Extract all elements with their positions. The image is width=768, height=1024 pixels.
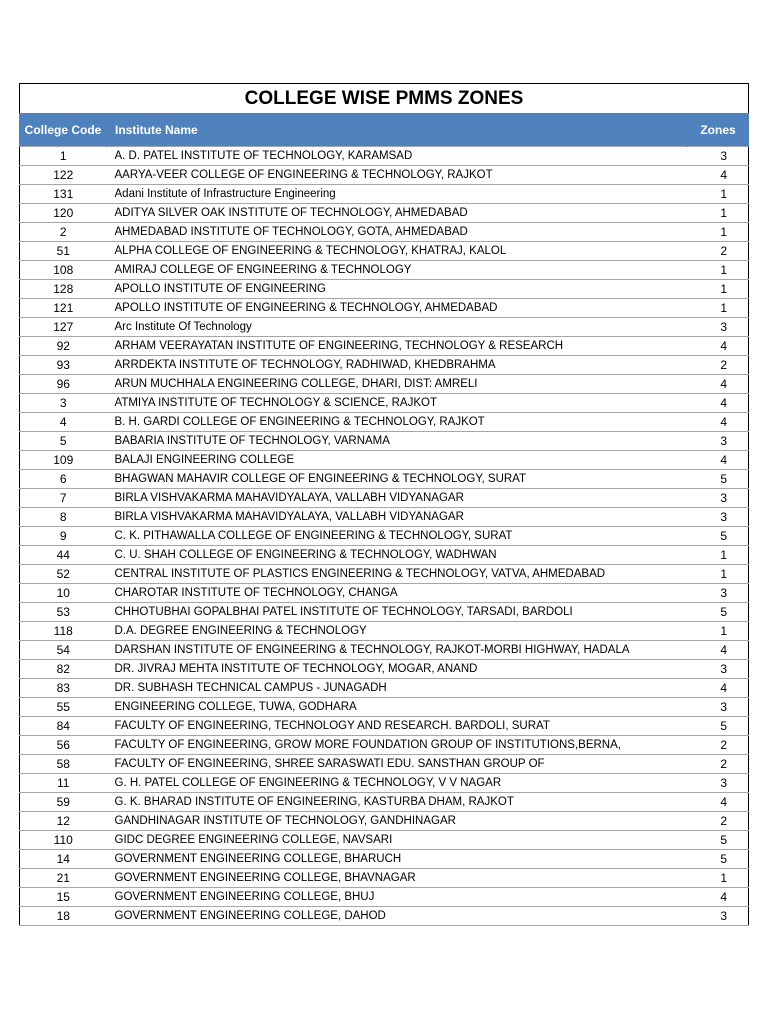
zone-cell: 4 (688, 337, 749, 356)
zone-cell: 2 (688, 356, 749, 375)
college-code-cell: 53 (20, 603, 107, 622)
institute-name-cell: BIRLA VISHVAKARMA MAHAVIDYALAYA, VALLABH VIDYANAGAR (107, 508, 688, 527)
institute-name-cell: BIRLA VISHVAKARMA MAHAVIDYALAYA, VALLABH VIDYANAGAR (107, 489, 688, 508)
college-code-cell: 8 (20, 508, 107, 527)
table-row[interactable] (20, 318, 749, 337)
zone-cell: 3 (688, 698, 749, 717)
institute-name-cell: GANDHINAGAR INSTITUTE OF TECHNOLOGY, GANDHINAGAR (107, 812, 688, 831)
institute-name-cell: B. H. GARDI COLLEGE OF ENGINEERING & TECHNOLOGY, RAJKOT (107, 413, 688, 432)
zone-cell: 5 (688, 603, 749, 622)
institute-name-cell: AHMEDABAD INSTITUTE OF TECHNOLOGY, GOTA, AHMEDABAD (107, 223, 688, 242)
table-row[interactable] (20, 337, 749, 356)
zone-cell: 4 (688, 641, 749, 660)
table-row[interactable] (20, 565, 749, 584)
institute-name-cell: DR. SUBHASH TECHNICAL CAMPUS - JUNAGADH (107, 679, 688, 698)
college-code-cell: 84 (20, 717, 107, 736)
college-code-cell: 128 (20, 280, 107, 299)
college-code-cell: 82 (20, 660, 107, 679)
table-row[interactable] (20, 584, 749, 603)
college-code-cell: 4 (20, 413, 107, 432)
zone-cell: 1 (688, 261, 749, 280)
college-code-cell: 118 (20, 622, 107, 641)
institute-name-cell: ARHAM VEERAYATAN INSTITUTE OF ENGINEERING, TECHNOLOGY & RESEARCH (107, 337, 688, 356)
institute-name-cell: CENTRAL INSTITUTE OF PLASTICS ENGINEERING & TECHNOLOGY, VATVA, AHMEDABAD (107, 565, 688, 584)
zone-cell: 5 (688, 470, 749, 489)
column-header-college-code[interactable]: College Code (20, 113, 107, 147)
zone-cell: 1 (688, 204, 749, 223)
table-header-row (20, 113, 749, 147)
institute-name-cell: GOVERNMENT ENGINEERING COLLEGE, BHARUCH (107, 850, 688, 869)
college-code-cell: 44 (20, 546, 107, 565)
table-row[interactable] (20, 470, 749, 489)
zone-cell: 4 (688, 679, 749, 698)
institute-name-cell: ALPHA COLLEGE OF ENGINEERING & TECHNOLOGY, KHATRAJ, KALOL (107, 242, 688, 261)
college-code-cell: 18 (20, 907, 107, 926)
institute-name-cell: ADITYA SILVER OAK INSTITUTE OF TECHNOLOGY, AHMEDABAD (107, 204, 688, 223)
college-code-cell: 14 (20, 850, 107, 869)
zone-cell: 2 (688, 736, 749, 755)
college-code-cell: 92 (20, 337, 107, 356)
institute-name-cell: ARRDEKTA INSTITUTE OF TECHNOLOGY, RADHIWAD, KHEDBRAHMA (107, 356, 688, 375)
institute-name-cell: BHAGWAN MAHAVIR COLLEGE OF ENGINEERING & TECHNOLOGY, SURAT (107, 470, 688, 489)
table-row[interactable] (20, 242, 749, 261)
institute-name-cell: A. D. PATEL INSTITUTE OF TECHNOLOGY, KARAMSAD (107, 147, 688, 166)
table-row[interactable] (20, 774, 749, 793)
zone-cell: 5 (688, 717, 749, 736)
zone-cell: 4 (688, 793, 749, 812)
zone-cell: 1 (688, 622, 749, 641)
college-code-cell: 108 (20, 261, 107, 280)
institute-name-cell: DARSHAN INSTITUTE OF ENGINEERING & TECHNOLOGY, RAJKOT-MORBI HIGHWAY, HADALA (107, 641, 688, 660)
college-code-cell: 121 (20, 299, 107, 318)
table-row[interactable] (20, 147, 749, 166)
zone-cell: 1 (688, 299, 749, 318)
institute-name-cell: C. K. PITHAWALLA COLLEGE OF ENGINEERING & TECHNOLOGY, SURAT (107, 527, 688, 546)
college-code-cell: 109 (20, 451, 107, 470)
table-row[interactable] (20, 375, 749, 394)
college-code-cell: 51 (20, 242, 107, 261)
zone-cell: 3 (688, 147, 749, 166)
institute-name-cell: FACULTY OF ENGINEERING, TECHNOLOGY AND RESEARCH. BARDOLI, SURAT (107, 717, 688, 736)
institute-name-cell: APOLLO INSTITUTE OF ENGINEERING & TECHNOLOGY, AHMEDABAD (107, 299, 688, 318)
table-row[interactable] (20, 204, 749, 223)
college-code-cell: 110 (20, 831, 107, 850)
zone-cell: 2 (688, 755, 749, 774)
college-code-cell: 5 (20, 432, 107, 451)
table-row[interactable] (20, 508, 749, 527)
institute-name-cell: CHHOTUBHAI GOPALBHAI PATEL INSTITUTE OF TECHNOLOGY, TARSADI, BARDOLI (107, 603, 688, 622)
institute-name-cell: CHAROTAR INSTITUTE OF TECHNOLOGY, CHANGA (107, 584, 688, 603)
college-code-cell: 59 (20, 793, 107, 812)
institute-name-cell: ARUN MUCHHALA ENGINEERING COLLEGE, DHARI, DIST: AMRELI (107, 375, 688, 394)
college-code-cell: 21 (20, 869, 107, 888)
table-row[interactable] (20, 356, 749, 375)
institute-name-cell: FACULTY OF ENGINEERING, GROW MORE FOUNDATION GROUP OF INSTITUTIONS,BERNA, (107, 736, 688, 755)
institute-name-cell: GOVERNMENT ENGINEERING COLLEGE, BHAVNAGAR (107, 869, 688, 888)
zone-cell: 2 (688, 812, 749, 831)
college-code-cell: 56 (20, 736, 107, 755)
institute-name-cell: D.A. DEGREE ENGINEERING & TECHNOLOGY (107, 622, 688, 641)
table-row[interactable] (20, 603, 749, 622)
table-row[interactable] (20, 223, 749, 242)
institute-name-cell: APOLLO INSTITUTE OF ENGINEERING (107, 280, 688, 299)
table-row[interactable] (20, 185, 749, 204)
table-body (20, 147, 749, 926)
zone-cell: 3 (688, 318, 749, 337)
table-row[interactable] (20, 299, 749, 318)
zone-cell: 4 (688, 375, 749, 394)
table-row[interactable] (20, 451, 749, 470)
college-code-cell: 55 (20, 698, 107, 717)
college-code-cell: 127 (20, 318, 107, 337)
table-row[interactable] (20, 261, 749, 280)
zone-cell: 3 (688, 432, 749, 451)
college-code-cell: 15 (20, 888, 107, 907)
college-code-cell: 7 (20, 489, 107, 508)
college-code-cell: 2 (20, 223, 107, 242)
zone-cell: 4 (688, 888, 749, 907)
college-code-cell: 3 (20, 394, 107, 413)
table-row[interactable] (20, 280, 749, 299)
college-code-cell: 58 (20, 755, 107, 774)
zone-cell: 1 (688, 546, 749, 565)
table-row[interactable] (20, 166, 749, 185)
institute-name-cell: DR. JIVRAJ MEHTA INSTITUTE OF TECHNOLOGY, MOGAR, ANAND (107, 660, 688, 679)
college-code-cell: 1 (20, 147, 107, 166)
college-code-cell: 83 (20, 679, 107, 698)
zone-cell: 4 (688, 166, 749, 185)
page-title: COLLEGE WISE PMMS ZONES (19, 83, 749, 113)
institute-name-cell: Arc Institute Of Technology (107, 318, 688, 337)
zone-cell: 3 (688, 489, 749, 508)
table-row[interactable] (20, 527, 749, 546)
institute-name-cell: GOVERNMENT ENGINEERING COLLEGE, BHUJ (107, 888, 688, 907)
institute-name-cell: BABARIA INSTITUTE OF TECHNOLOGY, VARNAMA (107, 432, 688, 451)
table-row[interactable] (20, 622, 749, 641)
institute-name-cell: Adani Institute of Infrastructure Engineering (107, 185, 688, 204)
zone-cell: 4 (688, 394, 749, 413)
zone-cell: 1 (688, 869, 749, 888)
zone-cell: 1 (688, 223, 749, 242)
table-row[interactable] (20, 793, 749, 812)
college-code-cell: 12 (20, 812, 107, 831)
zone-cell: 4 (688, 413, 749, 432)
table-row[interactable] (20, 907, 749, 926)
college-code-cell: 10 (20, 584, 107, 603)
institute-name-cell: BALAJI ENGINEERING COLLEGE (107, 451, 688, 470)
institute-name-cell: FACULTY OF ENGINEERING, SHREE SARASWATI EDU. SANSTHAN GROUP OF (107, 755, 688, 774)
institute-name-cell: C. U. SHAH COLLEGE OF ENGINEERING & TECHNOLOGY, WADHWAN (107, 546, 688, 565)
college-code-cell: 6 (20, 470, 107, 489)
table-row[interactable] (20, 641, 749, 660)
zone-cell: 3 (688, 774, 749, 793)
zone-cell: 1 (688, 565, 749, 584)
table-row[interactable] (20, 888, 749, 907)
institute-name-cell: GOVERNMENT ENGINEERING COLLEGE, DAHOD (107, 907, 688, 926)
zone-cell: 1 (688, 280, 749, 299)
table-row[interactable] (20, 717, 749, 736)
zone-cell: 4 (688, 451, 749, 470)
college-code-cell: 52 (20, 565, 107, 584)
zone-cell: 3 (688, 508, 749, 527)
zone-cell: 1 (688, 185, 749, 204)
college-code-cell: 54 (20, 641, 107, 660)
zone-cell: 3 (688, 907, 749, 926)
college-code-cell: 122 (20, 166, 107, 185)
table-row[interactable] (20, 698, 749, 717)
college-code-cell: 96 (20, 375, 107, 394)
table-row[interactable] (20, 489, 749, 508)
column-header-zones[interactable]: Zones (688, 113, 749, 147)
column-header-institute-name[interactable]: Institute Name (107, 113, 688, 147)
zones-sheet (19, 83, 749, 926)
zone-cell: 3 (688, 660, 749, 679)
institute-name-cell: GIDC DEGREE ENGINEERING COLLEGE, NAVSARI (107, 831, 688, 850)
table-row[interactable] (20, 736, 749, 755)
zones-table (19, 113, 749, 926)
table-row[interactable] (20, 413, 749, 432)
institute-name-cell: AARYA-VEER COLLEGE OF ENGINEERING & TECHNOLOGY, RAJKOT (107, 166, 688, 185)
table-row[interactable] (20, 394, 749, 413)
table-row[interactable] (20, 850, 749, 869)
zone-cell: 2 (688, 242, 749, 261)
zone-cell: 3 (688, 584, 749, 603)
zone-cell: 5 (688, 527, 749, 546)
institute-name-cell: G. K. BHARAD INSTITUTE OF ENGINEERING, KASTURBA DHAM, RAJKOT (107, 793, 688, 812)
table-row[interactable] (20, 831, 749, 850)
institute-name-cell: ATMIYA INSTITUTE OF TECHNOLOGY & SCIENCE, RAJKOT (107, 394, 688, 413)
institute-name-cell: G. H. PATEL COLLEGE OF ENGINEERING & TECHNOLOGY, V V NAGAR (107, 774, 688, 793)
table-row[interactable] (20, 546, 749, 565)
table-row[interactable] (20, 812, 749, 831)
table-row[interactable] (20, 755, 749, 774)
college-code-cell: 9 (20, 527, 107, 546)
college-code-cell: 120 (20, 204, 107, 223)
institute-name-cell: ENGINEERING COLLEGE, TUWA, GODHARA (107, 698, 688, 717)
college-code-cell: 11 (20, 774, 107, 793)
college-code-cell: 131 (20, 185, 107, 204)
table-row[interactable] (20, 679, 749, 698)
table-row[interactable] (20, 432, 749, 451)
table-row[interactable] (20, 869, 749, 888)
zone-cell: 5 (688, 831, 749, 850)
institute-name-cell: AMIRAJ COLLEGE OF ENGINEERING & TECHNOLOGY (107, 261, 688, 280)
table-row[interactable] (20, 660, 749, 679)
zone-cell: 5 (688, 850, 749, 869)
college-code-cell: 93 (20, 356, 107, 375)
